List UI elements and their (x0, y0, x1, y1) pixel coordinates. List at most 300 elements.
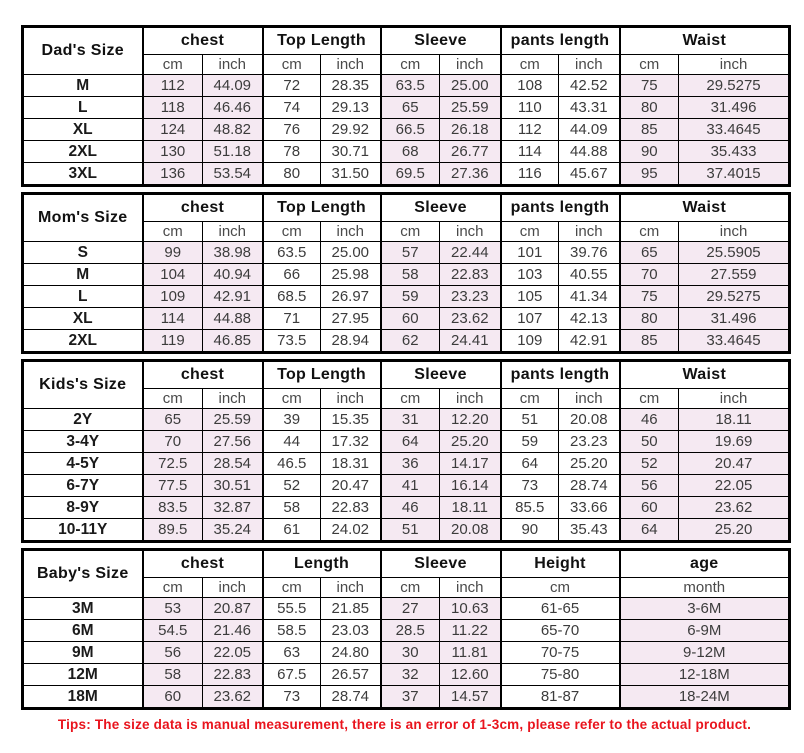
row-size-label: M (23, 75, 143, 97)
value-cell: 25.98 (321, 264, 381, 286)
column-group-header: chest (143, 27, 263, 55)
table-title: Mom's Size (23, 194, 143, 242)
value-cell: 90 (620, 141, 679, 163)
value-cell: 25.00 (440, 75, 501, 97)
value-cell: 107 (501, 308, 559, 330)
row-size-label: 6-7Y (23, 475, 143, 497)
value-cell: 18.31 (321, 453, 381, 475)
value-cell: 18-24M (620, 686, 790, 709)
row-size-label: 2XL (23, 141, 143, 163)
value-cell: 41.34 (559, 286, 620, 308)
value-cell: 61 (263, 519, 321, 542)
value-cell: 6-9M (620, 620, 790, 642)
value-cell: 35.433 (679, 141, 790, 163)
table-row (23, 497, 790, 519)
table-row (23, 141, 790, 163)
value-cell: 70-75 (501, 642, 620, 664)
table-title: Dad's Size (23, 27, 143, 75)
value-cell: 109 (501, 330, 559, 353)
value-cell: 24.41 (440, 330, 501, 353)
value-cell: 37 (381, 686, 440, 709)
value-cell: 66.5 (381, 119, 440, 141)
value-cell: 46.85 (203, 330, 263, 353)
value-cell: 27.56 (203, 431, 263, 453)
table-row (23, 286, 790, 308)
value-cell: 38.98 (203, 242, 263, 264)
value-cell: 40.55 (559, 264, 620, 286)
value-cell: 77.5 (143, 475, 203, 497)
value-cell: 63 (263, 642, 321, 664)
unit-header: inch (321, 55, 381, 75)
value-cell: 48.82 (203, 119, 263, 141)
value-cell: 12.20 (440, 409, 501, 431)
value-cell: 65 (620, 242, 679, 264)
value-cell: 39.76 (559, 242, 620, 264)
value-cell: 59 (381, 286, 440, 308)
value-cell: 136 (143, 163, 203, 186)
value-cell: 18.11 (679, 409, 790, 431)
table-row (23, 330, 790, 353)
table-title: Baby's Size (23, 550, 143, 598)
value-cell: 27 (381, 598, 440, 620)
value-cell: 85.5 (501, 497, 559, 519)
value-cell: 56 (620, 475, 679, 497)
value-cell: 27.559 (679, 264, 790, 286)
unit-header: inch (203, 389, 263, 409)
unit-header: cm (381, 578, 440, 598)
value-cell: 40.94 (203, 264, 263, 286)
value-cell: 22.44 (440, 242, 501, 264)
table-row (23, 163, 790, 186)
unit-header: cm (263, 389, 321, 409)
babys-size-table (21, 548, 791, 710)
value-cell: 24.02 (321, 519, 381, 542)
value-cell: 63.5 (381, 75, 440, 97)
row-size-label: 4-5Y (23, 453, 143, 475)
value-cell: 68.5 (263, 286, 321, 308)
value-cell: 11.81 (440, 642, 501, 664)
column-group-header: Sleeve (381, 27, 501, 55)
value-cell: 19.69 (679, 431, 790, 453)
row-size-label: 3-4Y (23, 431, 143, 453)
value-cell: 63.5 (263, 242, 321, 264)
row-size-label: 18M (23, 686, 143, 709)
value-cell: 20.47 (679, 453, 790, 475)
value-cell: 44.09 (559, 119, 620, 141)
value-cell: 26.57 (321, 664, 381, 686)
tip-text: Tips: The size data is manual measurement, there is an error of 1-3cm, please refer to the actual product. (57, 717, 752, 732)
value-cell: 68 (381, 141, 440, 163)
unit-header: inch (679, 55, 790, 75)
value-cell: 30.71 (321, 141, 381, 163)
value-cell: 119 (143, 330, 203, 353)
value-cell: 62 (381, 330, 440, 353)
value-cell: 73 (501, 475, 559, 497)
value-cell: 29.13 (321, 97, 381, 119)
row-size-label: 6M (23, 620, 143, 642)
value-cell: 20.47 (321, 475, 381, 497)
value-cell: 67.5 (263, 664, 321, 686)
value-cell: 74 (263, 97, 321, 119)
unit-header: inch (203, 578, 263, 598)
value-cell: 27.36 (440, 163, 501, 186)
value-cell: 44.88 (559, 141, 620, 163)
value-cell: 46 (381, 497, 440, 519)
row-size-label: 12M (23, 664, 143, 686)
value-cell: 51 (381, 519, 440, 542)
unit-header: inch (679, 389, 790, 409)
unit-header: cm (143, 222, 203, 242)
value-cell: 23.62 (203, 686, 263, 709)
column-group-header: Top Length (263, 361, 381, 389)
value-cell: 72.5 (143, 453, 203, 475)
value-cell: 26.77 (440, 141, 501, 163)
value-cell: 35.43 (559, 519, 620, 542)
value-cell: 109 (143, 286, 203, 308)
value-cell: 32.87 (203, 497, 263, 519)
value-cell: 29.92 (321, 119, 381, 141)
row-size-label: XL (23, 308, 143, 330)
column-group-header: Top Length (263, 194, 381, 222)
value-cell: 58.5 (263, 620, 321, 642)
unit-header: cm (620, 389, 679, 409)
value-cell: 12-18M (620, 664, 790, 686)
value-cell: 31.496 (679, 97, 790, 119)
column-group-header: Sleeve (381, 550, 501, 578)
value-cell: 65 (143, 409, 203, 431)
value-cell: 23.62 (440, 308, 501, 330)
value-cell: 104 (143, 264, 203, 286)
unit-header: cm (381, 389, 440, 409)
value-cell: 69.5 (381, 163, 440, 186)
value-cell: 64 (620, 519, 679, 542)
value-cell: 42.91 (203, 286, 263, 308)
value-cell: 59 (501, 431, 559, 453)
value-cell: 80 (620, 97, 679, 119)
value-cell: 78 (263, 141, 321, 163)
value-cell: 23.23 (440, 286, 501, 308)
value-cell: 83.5 (143, 497, 203, 519)
value-cell: 73 (263, 686, 321, 709)
value-cell: 99 (143, 242, 203, 264)
value-cell: 36 (381, 453, 440, 475)
unit-header: inch (203, 55, 263, 75)
unit-header: inch (559, 55, 620, 75)
table-row (23, 598, 790, 620)
unit-header: cm (263, 578, 321, 598)
value-cell: 54.5 (143, 620, 203, 642)
table-row (23, 475, 790, 497)
value-cell: 60 (381, 308, 440, 330)
unit-header: inch (321, 389, 381, 409)
unit-header: cm (263, 222, 321, 242)
value-cell: 25.20 (440, 431, 501, 453)
unit-header: cm (143, 55, 203, 75)
unit-header: cm (620, 222, 679, 242)
table-row (23, 686, 790, 709)
value-cell: 15.35 (321, 409, 381, 431)
column-group-header: age (620, 550, 790, 578)
value-cell: 60 (620, 497, 679, 519)
value-cell: 43.31 (559, 97, 620, 119)
value-cell: 30.51 (203, 475, 263, 497)
value-cell: 21.46 (203, 620, 263, 642)
value-cell: 45.67 (559, 163, 620, 186)
column-group-header: chest (143, 550, 263, 578)
value-cell: 58 (143, 664, 203, 686)
value-cell: 46 (620, 409, 679, 431)
value-cell: 44 (263, 431, 321, 453)
value-cell: 130 (143, 141, 203, 163)
value-cell: 64 (501, 453, 559, 475)
value-cell: 51.18 (203, 141, 263, 163)
unit-header: inch (440, 55, 501, 75)
column-group-header: Top Length (263, 27, 381, 55)
value-cell: 21.85 (321, 598, 381, 620)
row-size-label: 2Y (23, 409, 143, 431)
value-cell: 11.22 (440, 620, 501, 642)
value-cell: 64 (381, 431, 440, 453)
value-cell: 35.24 (203, 519, 263, 542)
value-cell: 26.18 (440, 119, 501, 141)
table-row (23, 119, 790, 141)
value-cell: 116 (501, 163, 559, 186)
value-cell: 46.46 (203, 97, 263, 119)
unit-header: cm (501, 55, 559, 75)
value-cell: 31 (381, 409, 440, 431)
value-cell: 23.03 (321, 620, 381, 642)
value-cell: 14.57 (440, 686, 501, 709)
column-group-header: Sleeve (381, 194, 501, 222)
unit-header: cm (143, 389, 203, 409)
column-group-header: Waist (620, 27, 790, 55)
row-size-label: XL (23, 119, 143, 141)
table-row (23, 642, 790, 664)
unit-header: cm (501, 222, 559, 242)
value-cell: 112 (143, 75, 203, 97)
unit-header: cm (620, 55, 679, 75)
value-cell: 12.60 (440, 664, 501, 686)
value-cell: 52 (263, 475, 321, 497)
value-cell: 33.4645 (679, 119, 790, 141)
unit-header: cm (501, 578, 620, 598)
value-cell: 29.5275 (679, 75, 790, 97)
value-cell: 39 (263, 409, 321, 431)
value-cell: 85 (620, 330, 679, 353)
row-size-label: 9M (23, 642, 143, 664)
row-size-label: L (23, 286, 143, 308)
value-cell: 31.496 (679, 308, 790, 330)
value-cell: 50 (620, 431, 679, 453)
moms-size-table (21, 192, 791, 354)
value-cell: 56 (143, 642, 203, 664)
table-title: Kids's Size (23, 361, 143, 409)
column-group-header: Height (501, 550, 620, 578)
row-size-label: 3XL (23, 163, 143, 186)
table-row (23, 453, 790, 475)
value-cell: 46.5 (263, 453, 321, 475)
value-cell: 28.5 (381, 620, 440, 642)
value-cell: 44.09 (203, 75, 263, 97)
value-cell: 58 (263, 497, 321, 519)
value-cell: 25.20 (679, 519, 790, 542)
table-row (23, 308, 790, 330)
column-group-header: pants length (501, 361, 620, 389)
row-size-label: M (23, 264, 143, 286)
row-size-label: 8-9Y (23, 497, 143, 519)
value-cell: 31.50 (321, 163, 381, 186)
table-row (23, 75, 790, 97)
value-cell: 66 (263, 264, 321, 286)
unit-header: inch (440, 578, 501, 598)
value-cell: 75-80 (501, 664, 620, 686)
value-cell: 29.5275 (679, 286, 790, 308)
value-cell: 80 (263, 163, 321, 186)
value-cell: 124 (143, 119, 203, 141)
value-cell: 75 (620, 75, 679, 97)
value-cell: 25.5905 (679, 242, 790, 264)
table-row (23, 242, 790, 264)
unit-header: inch (321, 578, 381, 598)
value-cell: 25.59 (440, 97, 501, 119)
value-cell: 55.5 (263, 598, 321, 620)
value-cell: 28.54 (203, 453, 263, 475)
value-cell: 118 (143, 97, 203, 119)
value-cell: 25.20 (559, 453, 620, 475)
value-cell: 28.94 (321, 330, 381, 353)
kids-size-table (21, 359, 791, 543)
row-size-label: 2XL (23, 330, 143, 353)
value-cell: 41 (381, 475, 440, 497)
unit-header: inch (203, 222, 263, 242)
value-cell: 110 (501, 97, 559, 119)
value-cell: 26.97 (321, 286, 381, 308)
unit-header: inch (679, 222, 790, 242)
value-cell: 70 (620, 264, 679, 286)
value-cell: 20.08 (559, 409, 620, 431)
value-cell: 18.11 (440, 497, 501, 519)
column-group-header: Waist (620, 361, 790, 389)
value-cell: 103 (501, 264, 559, 286)
value-cell: 42.52 (559, 75, 620, 97)
row-size-label: S (23, 242, 143, 264)
value-cell: 28.74 (321, 686, 381, 709)
value-cell: 65-70 (501, 620, 620, 642)
row-size-label: 10-11Y (23, 519, 143, 542)
value-cell: 95 (620, 163, 679, 186)
value-cell: 42.91 (559, 330, 620, 353)
value-cell: 22.83 (440, 264, 501, 286)
value-cell: 3-6M (620, 598, 790, 620)
value-cell: 105 (501, 286, 559, 308)
value-cell: 22.05 (679, 475, 790, 497)
value-cell: 25.00 (321, 242, 381, 264)
value-cell: 9-12M (620, 642, 790, 664)
value-cell: 108 (501, 75, 559, 97)
value-cell: 24.80 (321, 642, 381, 664)
unit-header: inch (321, 222, 381, 242)
value-cell: 80 (620, 308, 679, 330)
unit-header: cm (381, 55, 440, 75)
value-cell: 71 (263, 308, 321, 330)
value-cell: 52 (620, 453, 679, 475)
value-cell: 10.63 (440, 598, 501, 620)
value-cell: 22.05 (203, 642, 263, 664)
column-group-header: pants length (501, 27, 620, 55)
value-cell: 101 (501, 242, 559, 264)
value-cell: 33.66 (559, 497, 620, 519)
unit-header: cm (501, 389, 559, 409)
value-cell: 85 (620, 119, 679, 141)
value-cell: 53 (143, 598, 203, 620)
value-cell: 17.32 (321, 431, 381, 453)
column-group-header: chest (143, 194, 263, 222)
value-cell: 23.23 (559, 431, 620, 453)
unit-header: cm (263, 55, 321, 75)
value-cell: 25.59 (203, 409, 263, 431)
column-group-header: chest (143, 361, 263, 389)
column-group-header: Sleeve (381, 361, 501, 389)
value-cell: 44.88 (203, 308, 263, 330)
row-size-label: 3M (23, 598, 143, 620)
value-cell: 75 (620, 286, 679, 308)
value-cell: 57 (381, 242, 440, 264)
value-cell: 51 (501, 409, 559, 431)
value-cell: 32 (381, 664, 440, 686)
table-row (23, 264, 790, 286)
value-cell: 90 (501, 519, 559, 542)
table-row (23, 97, 790, 119)
value-cell: 76 (263, 119, 321, 141)
value-cell: 33.4645 (679, 330, 790, 353)
value-cell: 28.35 (321, 75, 381, 97)
value-cell: 112 (501, 119, 559, 141)
table-row (23, 664, 790, 686)
table-row (23, 620, 790, 642)
value-cell: 72 (263, 75, 321, 97)
value-cell: 37.4015 (679, 163, 790, 186)
value-cell: 58 (381, 264, 440, 286)
value-cell: 73.5 (263, 330, 321, 353)
value-cell: 14.17 (440, 453, 501, 475)
unit-header: cm (143, 578, 203, 598)
column-group-header: pants length (501, 194, 620, 222)
value-cell: 42.13 (559, 308, 620, 330)
unit-header: inch (440, 389, 501, 409)
unit-header: inch (440, 222, 501, 242)
column-group-header: Length (263, 550, 381, 578)
value-cell: 89.5 (143, 519, 203, 542)
value-cell: 20.08 (440, 519, 501, 542)
value-cell: 65 (381, 97, 440, 119)
value-cell: 20.87 (203, 598, 263, 620)
row-size-label: L (23, 97, 143, 119)
value-cell: 70 (143, 431, 203, 453)
value-cell: 28.74 (559, 475, 620, 497)
table-row (23, 409, 790, 431)
value-cell: 61-65 (501, 598, 620, 620)
value-cell: 53.54 (203, 163, 263, 186)
value-cell: 60 (143, 686, 203, 709)
value-cell: 16.14 (440, 475, 501, 497)
table-row (23, 519, 790, 542)
value-cell: 22.83 (203, 664, 263, 686)
table-row (23, 431, 790, 453)
column-group-header: Waist (620, 194, 790, 222)
value-cell: 30 (381, 642, 440, 664)
unit-header: inch (559, 222, 620, 242)
value-cell: 81-87 (501, 686, 620, 709)
